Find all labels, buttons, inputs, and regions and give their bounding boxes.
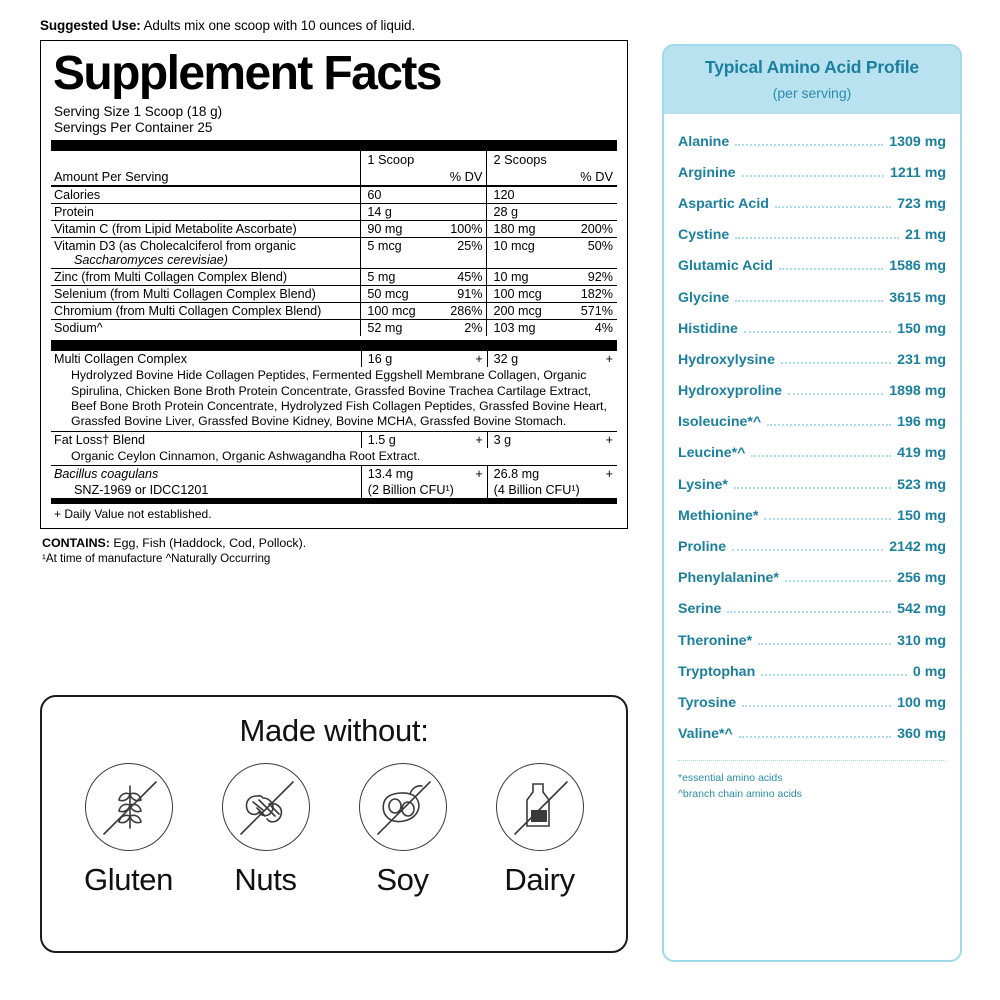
row-value-2 bbox=[487, 303, 617, 320]
made-without-label: Gluten bbox=[84, 862, 173, 897]
header-scoop2: 2 Scoops bbox=[487, 151, 617, 168]
peanut-icon bbox=[222, 763, 310, 851]
row-dv-1: 91% bbox=[457, 287, 483, 302]
amino-row bbox=[678, 438, 946, 469]
row-name: Calories bbox=[51, 186, 361, 204]
amino-name: Tryptophan bbox=[678, 663, 756, 680]
row-dv-1: 2% bbox=[464, 321, 483, 336]
amino-name: Hydroxylysine bbox=[678, 351, 775, 368]
amino-value: 542 mg bbox=[897, 601, 946, 618]
amino-value: 360 mg bbox=[897, 726, 946, 743]
made-without-icons bbox=[42, 763, 626, 898]
row-name: Selenium (from Multi Collagen Complex Blend) bbox=[51, 286, 361, 303]
amino-panel-title: Typical Amino Acid Profile bbox=[705, 57, 919, 77]
amino-value: 419 mg bbox=[897, 445, 946, 462]
row-value-2 bbox=[487, 269, 617, 286]
row-dv-2: 571% bbox=[580, 304, 613, 319]
amino-acid-panel bbox=[662, 44, 962, 962]
row-dv-2: 50% bbox=[587, 239, 613, 254]
amino-name: Alanine bbox=[678, 133, 730, 150]
supplement-facts-table bbox=[51, 151, 617, 336]
amino-name: Glycine bbox=[678, 289, 730, 306]
dot-leader bbox=[732, 549, 883, 551]
row-amt-2: 10 mcg bbox=[493, 239, 535, 254]
serving-size: Serving Size 1 Scoop (18 g) bbox=[54, 104, 223, 120]
amino-row bbox=[678, 625, 946, 656]
supplement-facts-title: Supplement Facts bbox=[53, 47, 441, 100]
row-amt-2: 28 g bbox=[493, 205, 518, 220]
row-dv-2: 92% bbox=[587, 270, 613, 285]
contains-label: CONTAINS: bbox=[42, 536, 110, 551]
contains-text: Egg, Fish (Haddock, Cod, Pollock). bbox=[113, 536, 307, 551]
amino-row bbox=[678, 126, 946, 157]
row-amt-2: 10 mg bbox=[493, 270, 529, 285]
amino-name: Cystine bbox=[678, 227, 730, 244]
amino-row bbox=[678, 563, 946, 594]
milk-icon bbox=[496, 763, 584, 851]
dot-leader bbox=[739, 736, 891, 738]
dot-leader bbox=[775, 206, 891, 208]
amino-footnote-bcaa: ^branch chain amino acids bbox=[678, 788, 802, 801]
blend-table bbox=[51, 351, 617, 498]
row-value-1 bbox=[361, 286, 487, 303]
probiotic-value-1 bbox=[361, 466, 487, 483]
blend-row bbox=[51, 431, 617, 448]
row-amt-2: 120 bbox=[493, 188, 515, 203]
row-dv-2: 182% bbox=[580, 287, 613, 302]
probiotic-strain bbox=[51, 482, 361, 498]
dot-leader bbox=[758, 643, 891, 645]
row-amt-1: 90 mg bbox=[367, 222, 403, 237]
amino-footnote-essential: *essential amino acids bbox=[678, 771, 783, 784]
amino-value: 310 mg bbox=[897, 632, 946, 649]
header-amount-per-serving: Amount Per Serving bbox=[51, 168, 361, 186]
row-value-1 bbox=[361, 238, 487, 269]
amino-row bbox=[678, 656, 946, 687]
amino-acid-list bbox=[664, 114, 960, 756]
amino-value: 150 mg bbox=[897, 507, 946, 524]
probiotic-dv-1: + bbox=[475, 467, 483, 482]
table-row bbox=[51, 221, 617, 238]
row-amt-2: 103 mg bbox=[493, 321, 536, 336]
row-amt-1: 60 bbox=[367, 188, 382, 203]
table-header-amount bbox=[51, 168, 617, 186]
blend-desc-cell bbox=[51, 448, 617, 466]
amino-name: Methionine* bbox=[678, 507, 759, 524]
row-amt-1: 50 mcg bbox=[367, 287, 409, 302]
dot-leader bbox=[727, 611, 891, 613]
made-without-item bbox=[65, 763, 193, 898]
amino-value: 100 mg bbox=[897, 694, 946, 711]
row-name: Protein bbox=[51, 204, 361, 221]
blend-desc-row bbox=[51, 367, 617, 431]
row-value-1 bbox=[361, 320, 487, 337]
amino-value: 2142 mg bbox=[889, 539, 946, 556]
amino-panel-header bbox=[664, 46, 960, 114]
row-amt-1: 14 g bbox=[367, 205, 392, 220]
blend-dv-2: + bbox=[605, 432, 613, 447]
amino-value: 150 mg bbox=[897, 320, 946, 337]
dot-leader bbox=[767, 424, 891, 426]
amino-name: Isoleucine*^ bbox=[678, 414, 762, 431]
made-without-item bbox=[339, 763, 467, 898]
row-dv-1: 45% bbox=[457, 270, 483, 285]
row-name-line2: Saccharomyces cerevisiae) bbox=[74, 253, 228, 268]
row-value-1 bbox=[361, 303, 487, 320]
servings-per-container: Servings Per Container 25 bbox=[54, 120, 213, 136]
dot-leader bbox=[764, 518, 891, 520]
contains-allergens bbox=[42, 535, 628, 566]
blend-description: Hydrolyzed Bovine Hide Collagen Peptides, Fermented Eggshell Membrane Collagen, Organic Spirulina, Chicken Bone Broth Protein Concentrate, Grassfed Bovine Trachea Cartilage Extract, Beef Bone Broth Protein Concentrate, Hydrolyzed Fish Collagen Peptides, Grassfed Bovine Heart, Grassfed Bovine Liver, Grassfed Bovine Kidney, Bovine MCHA, Grassfed Bovine Stomach. bbox=[71, 368, 607, 429]
blend-name: Fat Loss† Blend bbox=[54, 432, 146, 447]
row-value-2 bbox=[487, 238, 617, 269]
amino-name: Arginine bbox=[678, 164, 736, 181]
amino-name: Glutamic Acid bbox=[678, 258, 773, 275]
amino-value: 256 mg bbox=[897, 570, 946, 587]
amino-panel-subtitle: (per serving) bbox=[772, 85, 852, 101]
row-name: Vitamin C (from Lipid Metabolite Ascorbate) bbox=[51, 221, 361, 238]
amino-row bbox=[678, 344, 946, 375]
amino-row bbox=[678, 687, 946, 718]
table-header-servings bbox=[51, 151, 617, 168]
made-without-label: Soy bbox=[376, 862, 429, 897]
amino-row bbox=[678, 282, 946, 313]
supplement-facts-column bbox=[40, 18, 628, 566]
row-dv-1: 25% bbox=[457, 239, 483, 254]
probiotic-sub-row bbox=[51, 482, 617, 498]
row-amt-1: 5 mcg bbox=[367, 239, 402, 254]
amino-row bbox=[678, 188, 946, 219]
amino-value: 231 mg bbox=[897, 351, 946, 368]
suggested-use-text: Adults mix one scoop with 10 ounces of liquid. bbox=[143, 18, 416, 33]
table-row bbox=[51, 186, 617, 204]
blend-dv-2: + bbox=[605, 352, 613, 367]
row-value-1 bbox=[361, 269, 487, 286]
divider-thick-2 bbox=[51, 340, 617, 351]
amino-row bbox=[678, 500, 946, 531]
soybean-icon bbox=[359, 763, 447, 851]
row-dv-2: 200% bbox=[580, 222, 613, 237]
blend-value-2 bbox=[487, 431, 617, 448]
amino-name: Theronine* bbox=[678, 632, 753, 649]
blend-value-1 bbox=[361, 431, 487, 448]
amino-row bbox=[678, 220, 946, 251]
dot-leader bbox=[742, 705, 891, 707]
amino-value: 1211 mg bbox=[889, 164, 946, 181]
dot-leader bbox=[735, 237, 899, 239]
amino-row bbox=[678, 469, 946, 500]
blend-amt-1: 1.5 g bbox=[367, 432, 396, 447]
row-amt-1: 52 mg bbox=[367, 321, 403, 336]
amino-name: Proline bbox=[678, 539, 727, 556]
contains-subnote: ¹At time of manufacture ^Naturally Occurring bbox=[42, 552, 271, 566]
probiotic-cfu-1: (2 Billion CFU¹) bbox=[361, 482, 487, 498]
blend-dv-1: + bbox=[475, 352, 483, 367]
amino-row bbox=[678, 376, 946, 407]
amino-value: 1586 mg bbox=[889, 258, 946, 275]
amino-value: 196 mg bbox=[897, 414, 946, 431]
row-name: Sodium^ bbox=[54, 321, 103, 336]
header-spacer bbox=[51, 151, 361, 168]
probiotic-strain-text: SNZ-1969 or IDCC1201 bbox=[74, 483, 209, 498]
amino-value: 0 mg bbox=[912, 663, 946, 680]
table-row bbox=[51, 303, 617, 320]
blend-desc-cell bbox=[51, 367, 617, 431]
amino-row bbox=[678, 407, 946, 438]
wheat-icon bbox=[85, 763, 173, 851]
dot-leader bbox=[785, 580, 891, 582]
row-value-2 bbox=[487, 320, 617, 337]
row-dv-2: 4% bbox=[594, 321, 613, 336]
blend-value-1 bbox=[361, 351, 487, 367]
amino-row bbox=[678, 531, 946, 562]
header-scoop1: 1 Scoop bbox=[361, 151, 487, 168]
row-dv-1: 100% bbox=[450, 222, 483, 237]
amino-value: 1309 mg bbox=[889, 133, 946, 150]
blend-dv-1: + bbox=[475, 432, 483, 447]
row-value-2 bbox=[487, 186, 617, 204]
dot-leader bbox=[761, 674, 907, 676]
amino-name: Histidine bbox=[678, 320, 738, 337]
amino-value: 523 mg bbox=[897, 476, 946, 493]
dot-leader bbox=[735, 300, 883, 302]
blend-description: Organic Ceylon Cinnamon, Organic Ashwagandha Root Extract. bbox=[71, 448, 421, 463]
amino-row bbox=[678, 594, 946, 625]
amino-row bbox=[678, 157, 946, 188]
amino-name: Hydroxyproline bbox=[678, 383, 783, 400]
row-value-2 bbox=[487, 204, 617, 221]
supplement-facts-panel bbox=[40, 40, 628, 529]
amino-name: Phenylalanine* bbox=[678, 570, 779, 587]
dot-leader bbox=[742, 175, 884, 177]
probiotic-value-2 bbox=[487, 466, 617, 483]
made-without-label: Dairy bbox=[504, 862, 575, 897]
row-name: Chromium (from Multi Collagen Complex Blend) bbox=[51, 303, 361, 320]
row-name-line1: Vitamin D3 (as Cholecalciferol from organic bbox=[54, 239, 296, 254]
row-value-1 bbox=[361, 186, 487, 204]
row-name bbox=[51, 238, 361, 269]
probiotic-amt-2: 26.8 mg bbox=[493, 467, 540, 482]
table-row bbox=[51, 238, 617, 269]
made-without-panel bbox=[40, 695, 628, 953]
row-amt-2: 180 mg bbox=[493, 222, 536, 237]
amino-row bbox=[678, 251, 946, 282]
row-value-1 bbox=[361, 204, 487, 221]
suggested-use-line bbox=[40, 18, 628, 33]
row-amt-1: 5 mg bbox=[367, 270, 396, 285]
amino-name: Lysine* bbox=[678, 476, 728, 493]
amino-row bbox=[678, 719, 946, 750]
row-amt-1: 100 mcg bbox=[367, 304, 416, 319]
made-without-title: Made without: bbox=[239, 713, 429, 748]
amino-name: Leucine*^ bbox=[678, 445, 746, 462]
dot-leader bbox=[734, 487, 891, 489]
dot-leader bbox=[735, 144, 883, 146]
probiotic-cfu-2: (4 Billion CFU¹) bbox=[487, 482, 617, 498]
amino-name: Valine*^ bbox=[678, 726, 733, 743]
table-row bbox=[51, 204, 617, 221]
amino-name: Aspartic Acid bbox=[678, 195, 769, 212]
amino-name: Tyrosine bbox=[678, 694, 737, 711]
blend-amt-2: 3 g bbox=[493, 432, 512, 447]
dot-leader bbox=[788, 393, 883, 395]
blend-value-2 bbox=[487, 351, 617, 367]
amino-row bbox=[678, 313, 946, 344]
blend-amt-1: 16 g bbox=[367, 352, 393, 367]
blend-row bbox=[51, 351, 617, 367]
dot-leader bbox=[744, 331, 891, 333]
probiotic-amt-1: 13.4 mg bbox=[367, 467, 414, 482]
daily-value-footnote: + Daily Value not established. bbox=[54, 507, 212, 522]
probiotic-name: Bacillus coagulans bbox=[54, 467, 159, 482]
made-without-label: Nuts bbox=[234, 862, 297, 897]
row-dv-1: 286% bbox=[450, 304, 483, 319]
table-row bbox=[51, 320, 617, 337]
probiotic-row bbox=[51, 466, 617, 483]
divider-thick-1 bbox=[51, 140, 617, 151]
row-amt-2: 100 mcg bbox=[493, 287, 542, 302]
header-dv2 bbox=[487, 168, 617, 186]
dot-leader bbox=[779, 268, 883, 270]
dot-leader bbox=[781, 362, 891, 364]
amino-footnotes bbox=[678, 760, 946, 803]
table-row bbox=[51, 269, 617, 286]
row-value-1 bbox=[361, 221, 487, 238]
header-dv1 bbox=[361, 168, 487, 186]
suggested-use-label: Suggested Use: bbox=[40, 18, 141, 33]
header-dv2-text: % DV bbox=[580, 169, 613, 185]
blend-amt-2: 32 g bbox=[493, 352, 519, 367]
header-dv1-text: % DV bbox=[449, 169, 483, 185]
row-name: Zinc (from Multi Collagen Complex Blend) bbox=[51, 269, 361, 286]
amino-value: 723 mg bbox=[897, 195, 946, 212]
amino-value: 1898 mg bbox=[889, 383, 946, 400]
row-value-2 bbox=[487, 221, 617, 238]
amino-value: 3615 mg bbox=[889, 289, 946, 306]
amino-name: Serine bbox=[678, 601, 722, 618]
table-row bbox=[51, 286, 617, 303]
row-amt-2: 200 mcg bbox=[493, 304, 542, 319]
probiotic-dv-2: + bbox=[605, 467, 613, 482]
blend-desc-row bbox=[51, 448, 617, 466]
amino-value: 21 mg bbox=[904, 227, 946, 244]
dot-leader bbox=[751, 455, 891, 457]
made-without-item bbox=[476, 763, 604, 898]
made-without-item bbox=[202, 763, 330, 898]
row-value-2 bbox=[487, 286, 617, 303]
blend-name: Multi Collagen Complex bbox=[54, 352, 187, 367]
